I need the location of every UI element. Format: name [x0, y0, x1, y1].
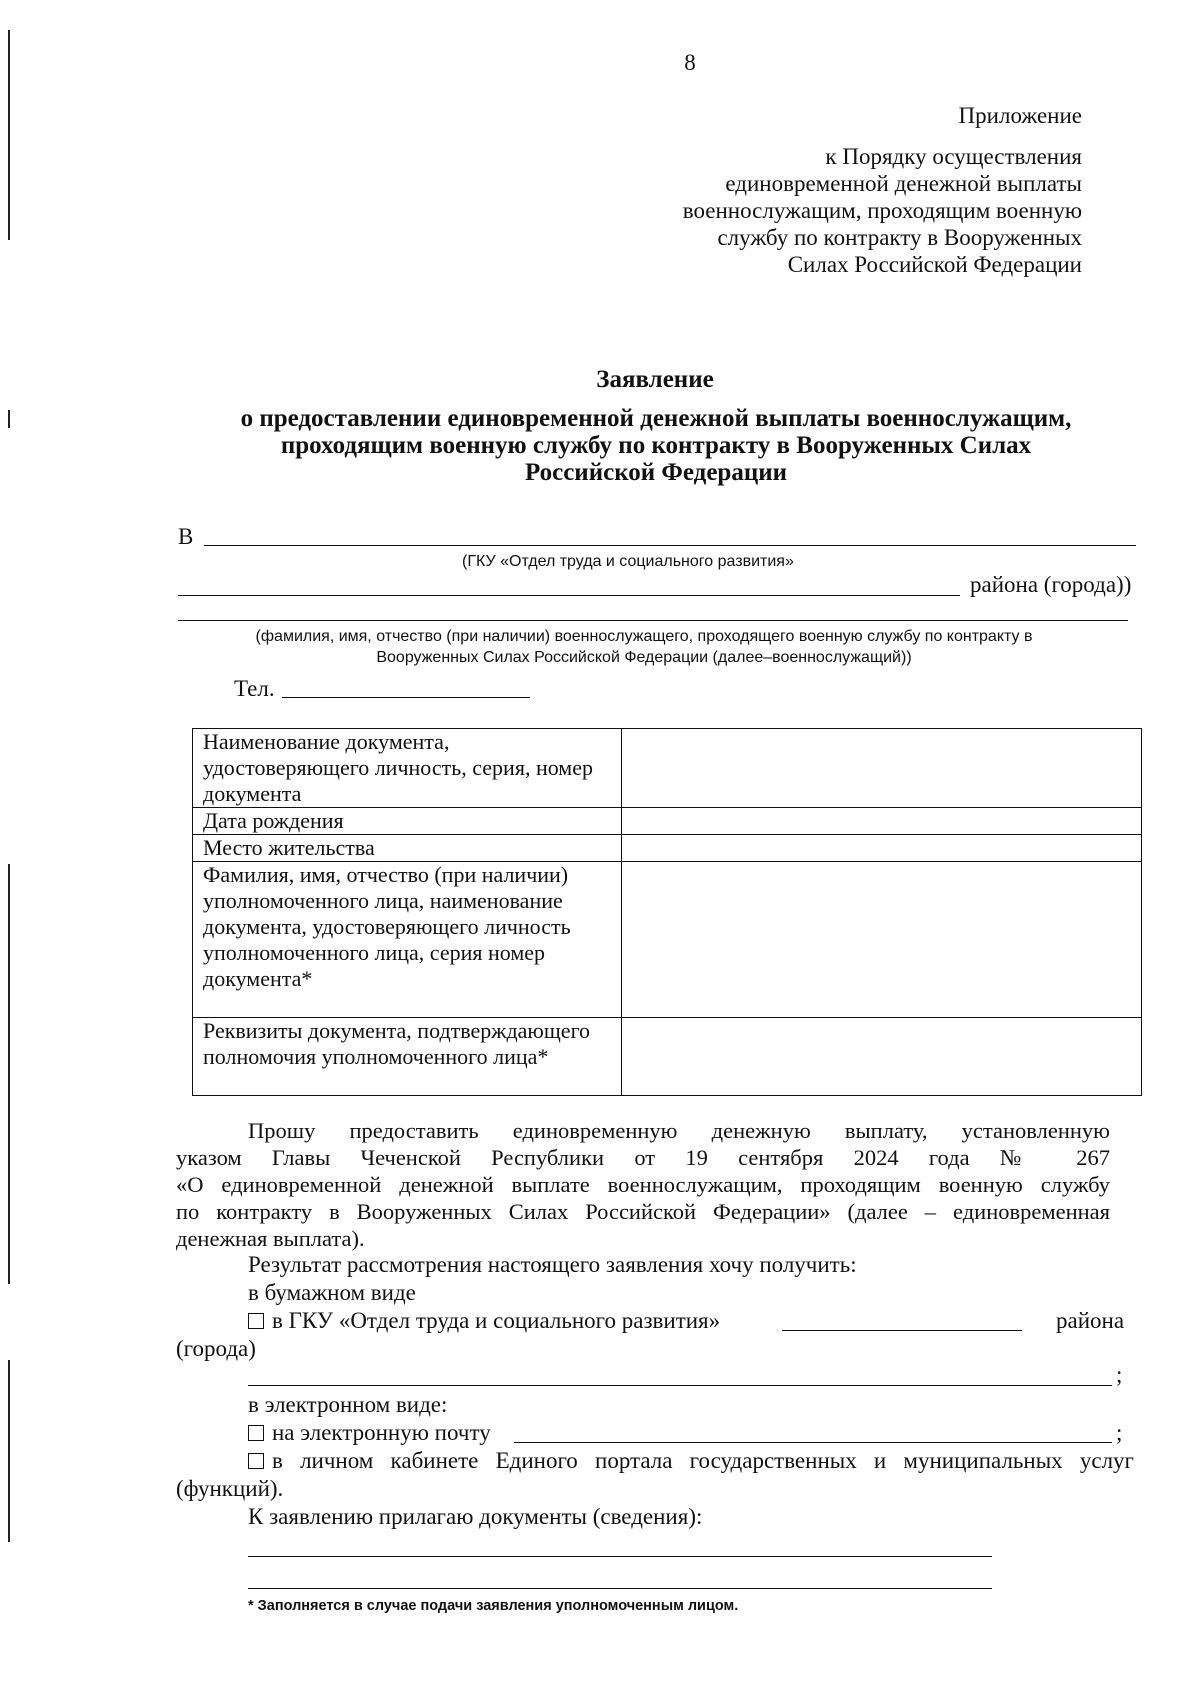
attachments-label: К заявлению прилагаю документы (сведения):	[248, 1504, 703, 1529]
table-value-cell[interactable]	[622, 862, 1142, 1018]
paragraph-line: «О единовременной денежной выплате военнослужащим, проходящим военную службу	[176, 1172, 1110, 1197]
applicant-info-table	[192, 728, 1142, 1096]
option-portal-label: в личном кабинете Единого портала государственных и муниципальных услуг	[272, 1448, 1134, 1473]
option-portal[interactable]	[248, 1448, 1134, 1474]
footnote: * Заполняется в случае подачи заявления уполномоченным лицом.	[248, 1598, 739, 1614]
electronic-label: в электронном виде:	[248, 1392, 448, 1417]
table-label: Реквизиты документа, подтверждающего полномочия уполномоченного лица*	[193, 1018, 622, 1096]
appendix-line: Силах Российской Федерации	[787, 252, 1082, 277]
phone-label: Тел.	[234, 676, 275, 701]
table-label: Место жительства	[193, 835, 622, 862]
attachments-field[interactable]	[248, 1556, 992, 1557]
semicolon: ;	[1116, 1362, 1123, 1387]
table-value-cell[interactable]	[622, 808, 1142, 835]
request-paragraph	[176, 1117, 1110, 1252]
addressee-field[interactable]	[204, 545, 1136, 546]
table-label: Дата рождения	[193, 808, 622, 835]
subtitle-line: проходящим военную службу по контракту в Вооруженных Силах	[280, 432, 1032, 459]
table-value-cell[interactable]	[622, 1018, 1142, 1096]
option-gku-cont: (города)	[176, 1336, 256, 1361]
applicant-caption-line: (фамилия, имя, отчество (при наличии) военнослужащего, проходящего военную службу по контракту в	[255, 628, 1033, 645]
addressee-prefix: В	[178, 524, 194, 549]
table-value-cell[interactable]	[622, 835, 1142, 862]
paragraph-line: денежная выплата).	[176, 1226, 365, 1251]
table-label: Наименование документа, удостоверяющего личность, серия, номер документа	[193, 729, 622, 808]
applicant-caption-line: Вооруженных Силах Российской Федерации (далее–военнослужащий))	[376, 649, 912, 666]
option-gku-label: в ГКУ «Отдел труда и социального развития»	[272, 1308, 721, 1333]
subtitle-line: Российской Федерации	[524, 459, 788, 486]
subtitle-line: о предоставлении единовременной денежной выплаты военнослужащим,	[240, 405, 1072, 432]
document-subtitle	[176, 405, 1136, 486]
appendix-reference	[683, 143, 1082, 278]
result-intro: Результат рассмотрения настоящего заявления хочу получить:	[248, 1252, 857, 1277]
option-email[interactable]	[248, 1420, 491, 1446]
paragraph-line: указом Главы Чеченской Республики от 19 сентября 2024 года № 267	[176, 1145, 1110, 1170]
gku-address-field[interactable]	[248, 1385, 1112, 1386]
option-gku-suffix: района	[1056, 1308, 1125, 1333]
checkbox-icon[interactable]	[248, 1453, 264, 1469]
scan-edge-mark	[8, 864, 10, 1284]
appendix-line: к Порядку осуществления	[825, 144, 1082, 169]
checkbox-icon[interactable]	[248, 1313, 264, 1329]
email-field[interactable]	[514, 1442, 1112, 1443]
appendix-line: военнослужащим, проходящим военную	[682, 198, 1082, 223]
semicolon: ;	[1116, 1420, 1123, 1445]
scan-edge-mark	[8, 410, 10, 428]
appendix-line: службу по контракту в Вооруженных	[717, 225, 1082, 250]
table-row	[193, 729, 1142, 808]
table-row	[193, 862, 1142, 1018]
phone-field[interactable]	[282, 697, 530, 698]
footnote-divider	[248, 1588, 992, 1589]
checkbox-icon[interactable]	[248, 1425, 264, 1441]
appendix-line: единовременной денежной выплаты	[725, 171, 1082, 196]
table-row	[193, 1018, 1142, 1096]
applicant-caption	[178, 628, 1110, 667]
table-value-cell[interactable]	[622, 729, 1142, 808]
option-gku[interactable]	[248, 1308, 720, 1334]
page-number: 8	[684, 50, 696, 75]
addressee-suffix: района (города))	[970, 572, 1132, 597]
applicant-name-field[interactable]	[178, 620, 1128, 621]
paragraph-line: Прошу предоставить единовременную денежную выплату, установленную	[248, 1118, 1110, 1143]
document-title: Заявление	[596, 366, 714, 393]
table-label: Фамилия, имя, отчество (при наличии) уполномоченного лица, наименование документа, удостоверяющего личность уполномоченного лица, серия номер документа*	[193, 862, 622, 1018]
option-portal-cont: (функций).	[176, 1476, 284, 1501]
paragraph-line: по контракту в Вооруженных Силах Российской Федерации» (далее – единовременная	[176, 1199, 1110, 1224]
table-row	[193, 808, 1142, 835]
gku-district-field[interactable]	[782, 1330, 1022, 1331]
appendix-title: Приложение	[958, 103, 1082, 128]
addressee-caption: (ГКУ «Отдел труда и социального развития»	[462, 553, 794, 570]
district-field[interactable]	[178, 595, 960, 596]
scan-edge-mark	[8, 1360, 10, 1542]
table-row	[193, 835, 1142, 862]
paper-label: в бумажном виде	[248, 1280, 416, 1305]
option-email-label: на электронную почту	[272, 1420, 491, 1445]
